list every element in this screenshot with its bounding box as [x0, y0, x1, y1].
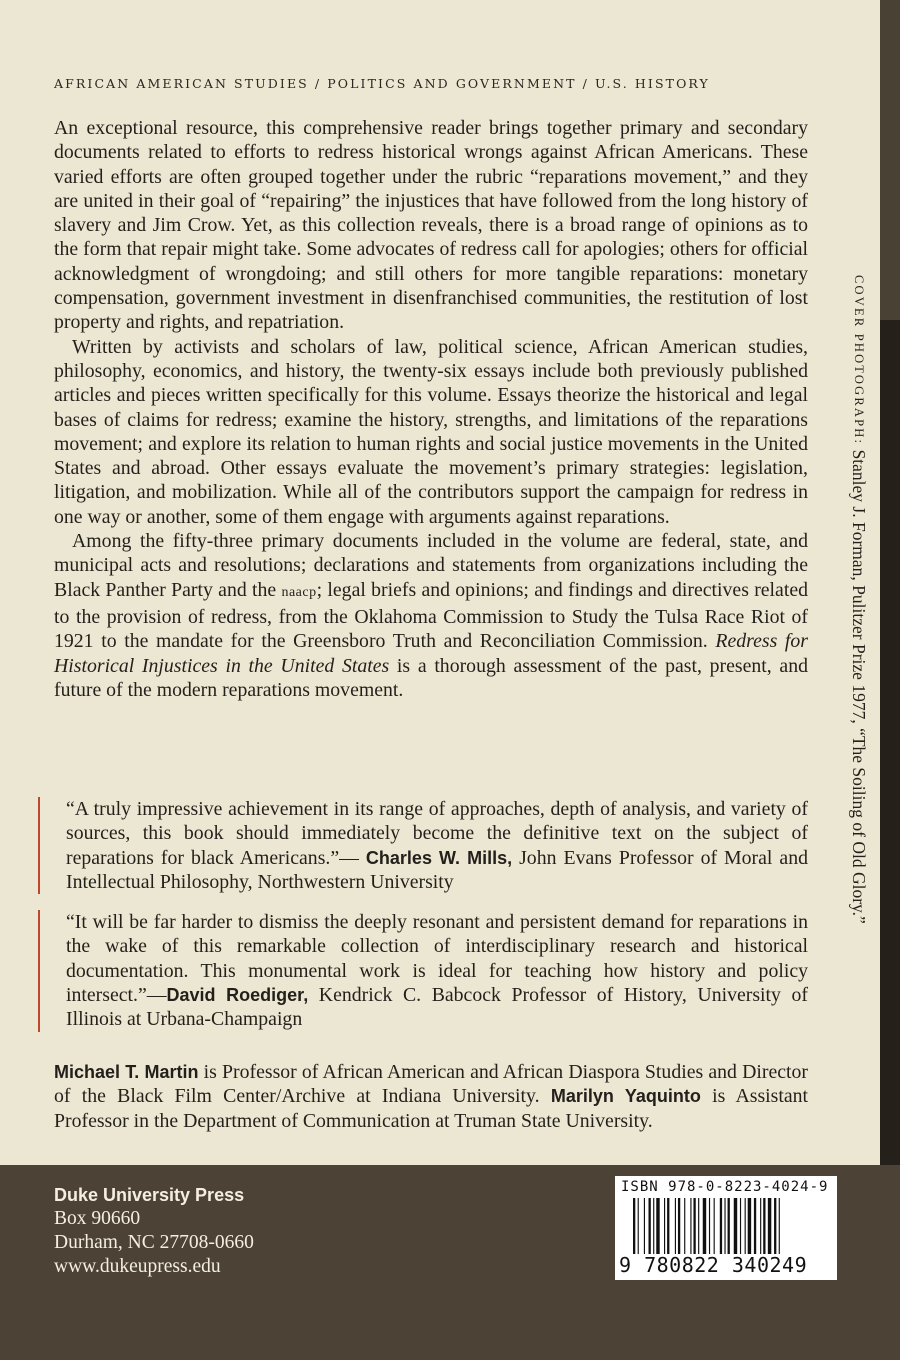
- endorsements: [38, 797, 808, 1032]
- naacp-acronym: naacp: [281, 584, 317, 600]
- author-bio: is Assistant Professor in the Department of Communication at Truman State University.: [54, 1085, 808, 1132]
- barcode-icon: [633, 1198, 823, 1254]
- paragraph-3-text: is a thorough assessment of the past, present, and future of the modern reparations movement.: [54, 654, 808, 701]
- photo-credit-label: COVER PHOTOGRAPH:: [852, 275, 866, 446]
- author-bios: [54, 1060, 808, 1133]
- publisher-box: Box 90660: [54, 1208, 141, 1229]
- barcode-digits: 9 780822 340249: [619, 1253, 808, 1277]
- publisher-url: www.dukeupress.edu: [54, 1256, 221, 1277]
- description-paragraph-2: Written by activists and scholars of law, political science, African American studies, philosophy, economics, and history, the twenty-six essays include both previously published articles and pieces written specifically for this volume. Essays theorize the historical and legal bases of claims for redress; examine the history, strengths, and limitations of the reparations movement; and explore its relation to human rights and social justice movements in the United States and abroad. Other essays evaluate the movement’s primary strategies: legislation, litigation, and mobilization. While all of the contributors support the campaign for redress in one way or another, some of them engage with arguments against reparations.: [54, 335, 808, 528]
- quote-text: “A truly impressive achievement in its range of approaches, depth of analysis, and variety of sources, this book should immediately become the definitive text on the subject of reparations for black Americans.”—: [66, 798, 808, 869]
- publisher-city: Durham, NC 27708-0660: [54, 1232, 254, 1253]
- endorsement-mills: [38, 797, 808, 894]
- quote-author: David Roediger,: [166, 985, 309, 1006]
- isbn-barcode: [615, 1176, 837, 1280]
- publisher-name: Duke University Press: [54, 1185, 245, 1205]
- description-paragraph-1: An exceptional resource, this comprehensive reader brings together primary and secondary documents related to efforts to redress historical wrongs against African Americans. These varied efforts are often grouped together under the rubric “reparations movement,” and they are united in their goal of “repairing” the injustices that have followed from the long history of slavery and Jim Crow. Yet, as this collection reveals, there is a broad range of opinions as to the form that repair might take. Some advocates of redress call for apologies; others for official acknowledgment of wrongdoing; and still others for more tangible reparations: monetary compensation, government investment in disenfranchised communities, the restitution of lost property and rights, and repatriation.: [54, 117, 808, 334]
- photo-credit-text: Stanley J. Forman, Pulitzer Prize 1977, “The Soiling of Old Glory.”: [849, 445, 869, 924]
- description-paragraph-3: [54, 529, 808, 702]
- paragraph-3-text: Among the fifty-three primary documents included in the volume are federal, state, and municipal acts and resolutions; declarations and statements from organizations including the Black Panther Party and the: [54, 530, 808, 601]
- paragraph-3-text: ; legal briefs and opinions; and findings and directives related to the provision of redress, from the Oklahoma Commission to Study the Tulsa Race Riot of 1921 to the mandate for the Greensboro Truth and Reconciliation Commission.: [54, 578, 808, 653]
- publisher-info: [54, 1183, 254, 1279]
- isbn-text: ISBN 978-0-8223-4024-9: [621, 1179, 829, 1195]
- author-name: Marilyn Yaquinto: [550, 1086, 701, 1107]
- book-title: Redress for Historical Injustices in the United States: [54, 630, 808, 677]
- author-bio: is Professor of African American and African Diaspora Studies and Director of the Black Film Center/Archive at Indiana University.: [54, 1061, 808, 1108]
- quote-text: “It will be far harder to dismiss the deeply resonant and persistent demand for reparations in the wake of this remarkable collection of interdisciplinary research and historical documentation. This monumental work is ideal for teaching how history and policy intersect.”—: [66, 911, 808, 1007]
- endorsement-roediger: [38, 910, 808, 1031]
- author-name: Michael T. Martin: [54, 1062, 199, 1082]
- spine-edge-dark: [880, 320, 900, 1165]
- quote-affiliation: Kendrick C. Babcock Professor of History, University of Illinois at Urbana-Champaign: [66, 984, 808, 1031]
- cover-photo-credit: [848, 275, 869, 924]
- quote-author: Charles W. Mills,: [365, 847, 513, 868]
- category-line: AFRICAN AMERICAN STUDIES / POLITICS AND GOVERNMENT / U.S. HISTORY: [54, 76, 710, 91]
- quote-affiliation: John Evans Professor of Moral and Intellectual Philosophy, Northwestern University: [66, 846, 808, 893]
- description: [54, 116, 808, 702]
